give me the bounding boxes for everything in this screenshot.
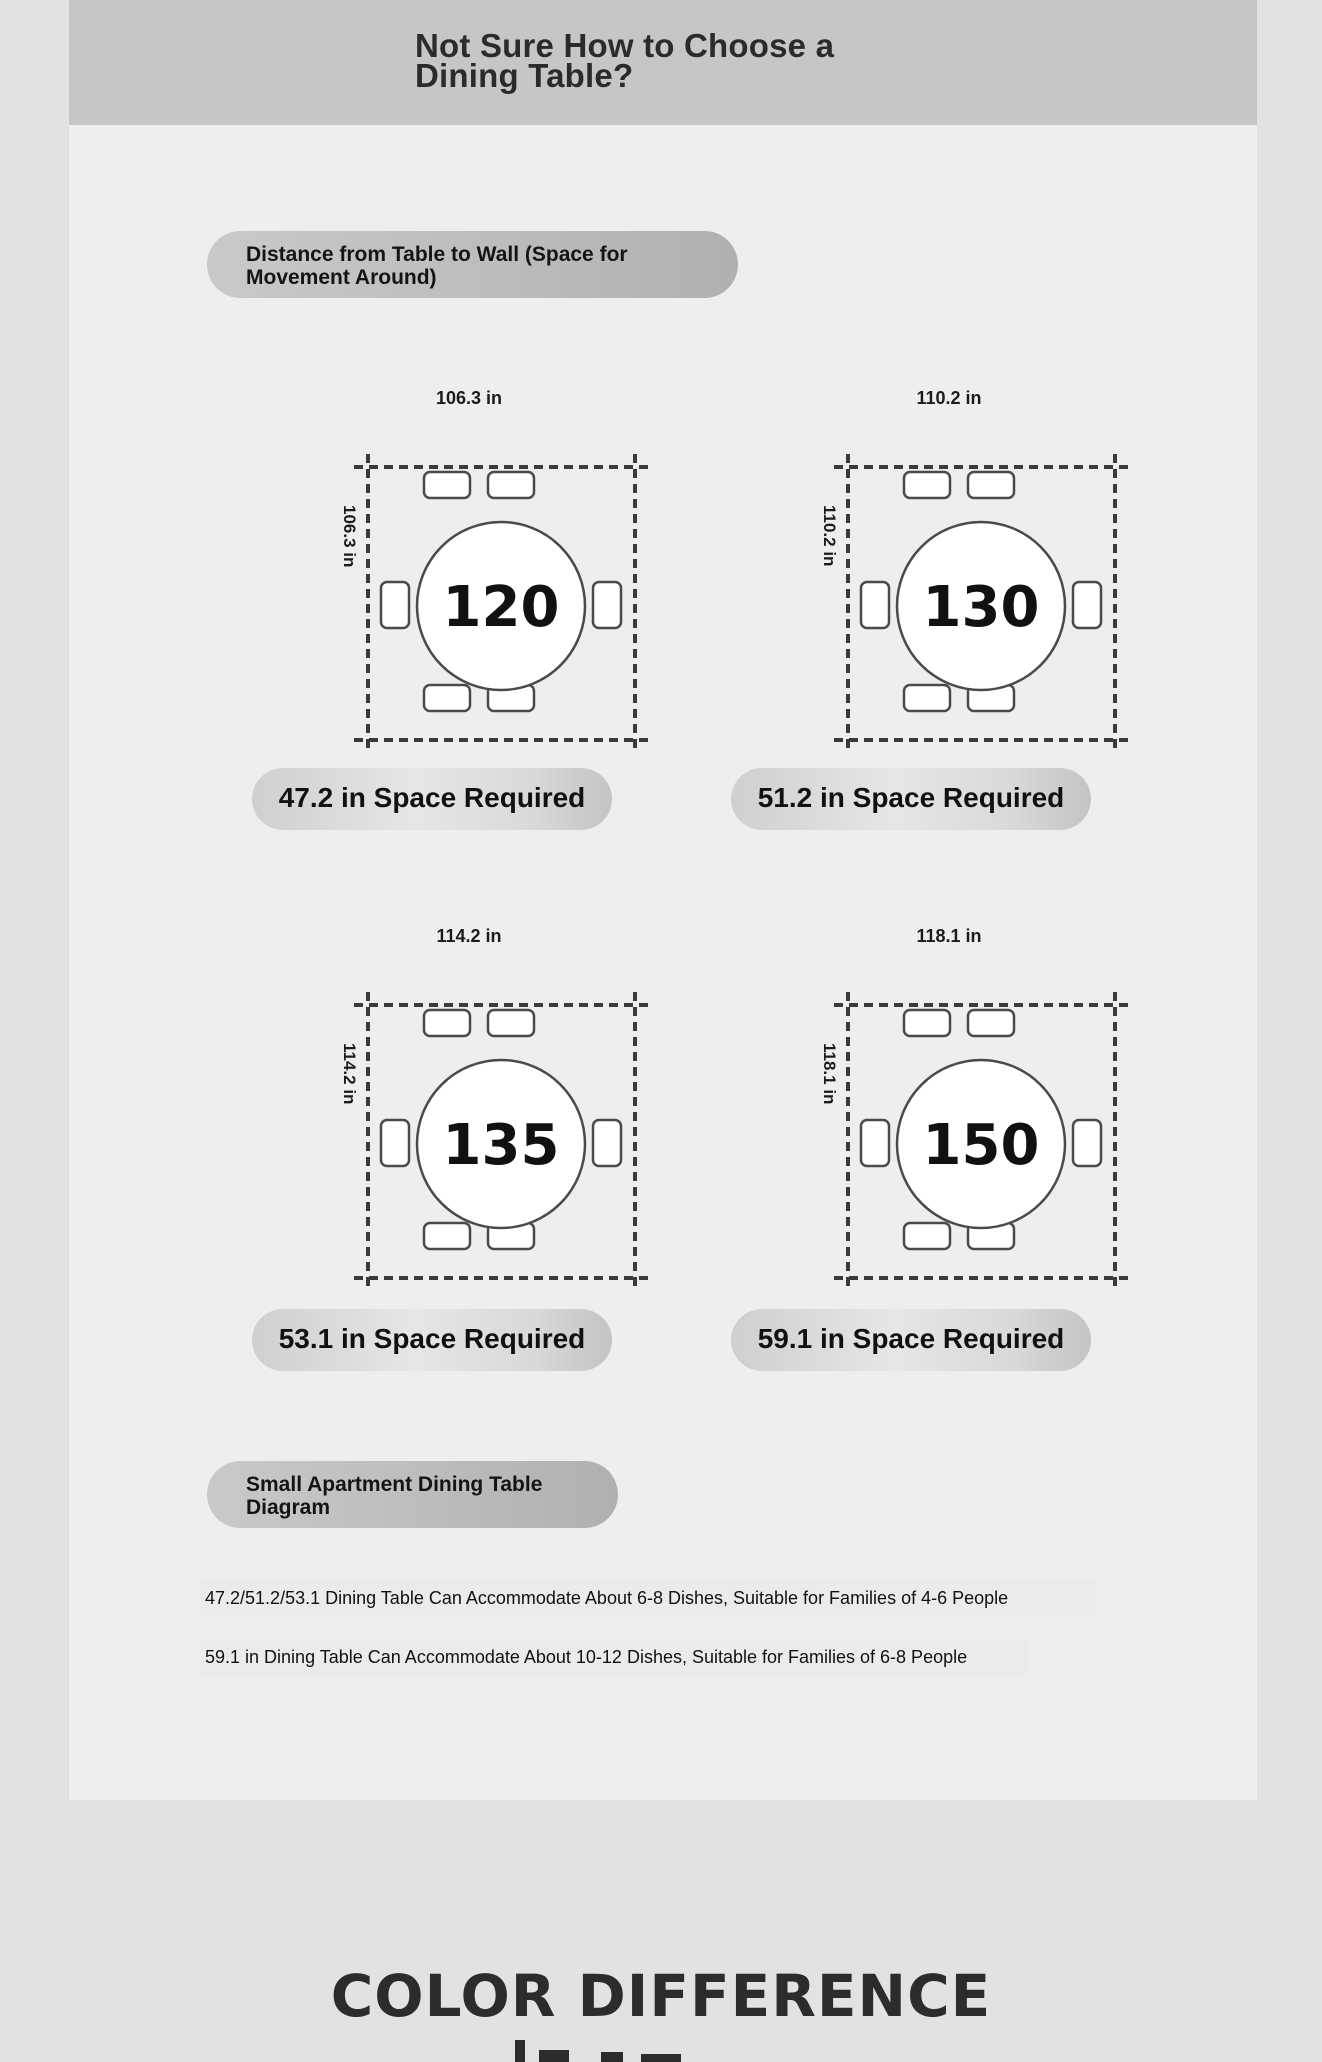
chair bbox=[424, 1223, 470, 1249]
table-size-label: 120 bbox=[442, 575, 560, 640]
depth-dimension: 114.2 in bbox=[340, 1043, 359, 1105]
space-required-label: 47.2 in Space Required bbox=[278, 782, 586, 813]
chair bbox=[904, 1223, 950, 1249]
table-floor-plan bbox=[269, 956, 729, 1276]
chair bbox=[904, 685, 950, 711]
width-dimension: 106.3 in bbox=[435, 388, 503, 408]
space-required-label: 51.2 in Space Required bbox=[757, 782, 1065, 813]
chair bbox=[381, 582, 409, 628]
width-dimension: 110.2 in bbox=[916, 388, 982, 408]
space-required-badge bbox=[252, 768, 612, 830]
footer-subtitle-fragment bbox=[509, 2032, 809, 2062]
space-required-badge bbox=[731, 1309, 1091, 1371]
chair bbox=[968, 1010, 1014, 1036]
content-panel bbox=[69, 0, 1257, 1800]
chair bbox=[593, 1120, 621, 1166]
width-dimension: 118.1 in bbox=[916, 926, 982, 946]
chair bbox=[424, 685, 470, 711]
chair bbox=[488, 1010, 534, 1036]
depth-dimension: 110.2 in bbox=[820, 505, 839, 567]
space-required-badge bbox=[731, 768, 1091, 830]
section-label-distance: Distance from Table to Wall (Space for Movement Around) bbox=[246, 243, 628, 289]
section-pill-distance bbox=[207, 231, 738, 298]
table-size-label: 130 bbox=[922, 575, 1040, 640]
header-banner bbox=[69, 0, 1257, 125]
depth-dimension: 118.1 in bbox=[820, 1043, 839, 1105]
section-pill-small-apartment bbox=[207, 1461, 618, 1528]
chair bbox=[381, 1120, 409, 1166]
space-required-label: 53.1 in Space Required bbox=[278, 1323, 586, 1354]
depth-dimension: 106.3 in bbox=[340, 505, 359, 568]
chair bbox=[904, 472, 950, 498]
width-dimension: 114.2 in bbox=[436, 926, 502, 946]
chair bbox=[861, 1120, 889, 1166]
table-size-label: 150 bbox=[922, 1113, 1040, 1178]
footer-title: COLOR DIFFERENCE bbox=[330, 1962, 992, 2030]
chair bbox=[1073, 1120, 1101, 1166]
note-line: 47.2/51.2/53.1 Dining Table Can Accommodate About 6-8 Dishes, Suitable for Families of 4-6 People bbox=[199, 1580, 1097, 1617]
space-required-badge bbox=[252, 1309, 612, 1371]
table-floor-plan bbox=[269, 418, 729, 738]
chair bbox=[968, 472, 1014, 498]
section-label-small-apartment: Small Apartment Dining Table Diagram bbox=[246, 1473, 543, 1519]
chair bbox=[488, 472, 534, 498]
space-required-label: 59.1 in Space Required bbox=[757, 1323, 1065, 1354]
chair bbox=[1073, 582, 1101, 628]
chair bbox=[904, 1010, 950, 1036]
chair bbox=[424, 1010, 470, 1036]
chair bbox=[861, 582, 889, 628]
note-line: 59.1 in Dining Table Can Accommodate About 10-12 Dishes, Suitable for Families of 6-8 People bbox=[199, 1639, 1027, 1676]
table-size-label: 135 bbox=[442, 1113, 560, 1178]
chair bbox=[593, 582, 621, 628]
page-title: Not Sure How to Choose a Dining Table? bbox=[415, 27, 835, 94]
chair bbox=[424, 472, 470, 498]
table-floor-plan bbox=[749, 956, 1209, 1276]
table-floor-plan bbox=[749, 418, 1209, 738]
